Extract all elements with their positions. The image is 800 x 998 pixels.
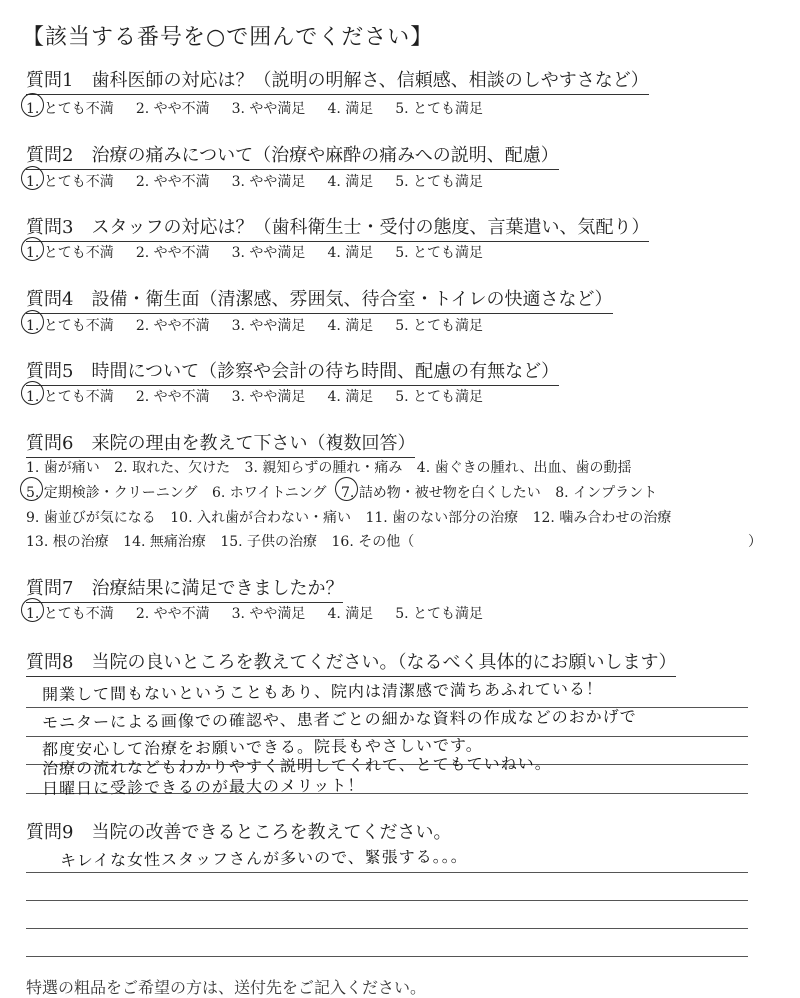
q8-answer-text: 開業して間もないということもあり、院内は清潔感で満ちあふれている！ (41, 679, 604, 704)
q6-reason-16[interactable]: 16. その他（ (331, 534, 415, 550)
question-7-options (26, 603, 505, 623)
q3-option-4[interactable]: 4. 満足 (327, 245, 374, 261)
q6-row-3 (26, 507, 681, 527)
q3-option-3[interactable]: 3. やや満足 (231, 245, 306, 261)
question-8-title: 質問8 当院の良いところを教えてください。（なるべく具体的にお願いします） (26, 648, 676, 677)
q6-reason-9[interactable]: 9. 歯並びが気になる (26, 510, 156, 526)
question-7-title: 質問7 治療結果に満足できましたか？ (26, 574, 343, 603)
q8-answer-text: 日曜日に受診できるのが最大のメリット！ (41, 775, 365, 798)
q5-option-2[interactable]: 2. やや不満 (135, 389, 210, 405)
q2-option-1[interactable]: 1. とても不満 (26, 171, 114, 191)
q2-option-3[interactable]: 3. やや満足 (231, 174, 306, 190)
q8-answer-text: 都度安心して治療をお願いできる。院長もやさしいです。 (41, 735, 483, 759)
q1-option-2[interactable]: 2. やや不満 (135, 101, 210, 117)
q2-option-5[interactable]: 5. とても満足 (395, 174, 484, 190)
question-1-title: 質問1 歯科医師の対応は？（説明の明解さ、信頼感、相談のしやすさなど） (26, 66, 649, 95)
q9-answer-line (26, 872, 748, 873)
q5-option-1[interactable]: 1. とても不満 (26, 386, 114, 406)
q5-option-5[interactable]: 5. とても満足 (395, 389, 484, 405)
question-9-title: 質問9 当院の改善できるところを教えてください。 (26, 822, 452, 843)
q7-option-4[interactable]: 4. 満足 (327, 606, 374, 622)
q9-answer-line (26, 928, 748, 929)
q6-row-1 (26, 457, 641, 477)
question-4-options (26, 315, 505, 335)
footer-note: 特選の粗品をご希望の方は、送付先をご記入ください。 (26, 978, 427, 997)
question-5-options (26, 386, 505, 406)
q3-option-1[interactable]: 1. とても不満 (26, 242, 114, 262)
q6-other-close-paren: ） (748, 534, 762, 550)
q7-option-3[interactable]: 3. やや満足 (231, 606, 306, 622)
q8-answer-text: モニターによる画像での確認や、患者ごとの細かな資料の作成などのおかげで (41, 706, 637, 732)
q6-reason-14[interactable]: 14. 無痛治療 (123, 534, 206, 550)
q6-reason-8[interactable]: 8. インプラント (555, 485, 658, 501)
q9-answer-line (26, 900, 748, 901)
q6-reason-15[interactable]: 15. 子供の治療 (220, 534, 318, 550)
q6-reason-1[interactable]: 1. 歯が痛い (26, 460, 100, 476)
q3-option-2[interactable]: 2. やや不満 (135, 245, 210, 261)
q6-reason-5[interactable]: 5. 定期検診・クリーニング (26, 482, 198, 502)
question-1-options (26, 98, 505, 118)
q4-option-2[interactable]: 2. やや不満 (135, 318, 210, 334)
question-6-title: 質問6 来院の理由を教えて下さい（複数回答） (26, 429, 415, 458)
question-3-options (26, 242, 505, 262)
q6-row-2 (26, 482, 667, 502)
q1-option-3[interactable]: 3. やや満足 (231, 101, 306, 117)
q4-option-3[interactable]: 3. やや満足 (231, 318, 306, 334)
q6-reason-10[interactable]: 10. 入れ歯が合わない・痛い (170, 510, 351, 526)
q7-option-2[interactable]: 2. やや不満 (135, 606, 210, 622)
page-header: 【該当する番号を○で囲んでください】 (22, 25, 434, 50)
question-2-title: 質問2 治療の痛みについて（治療や麻酔の痛みへの説明、配慮） (26, 141, 559, 170)
q5-option-4[interactable]: 4. 満足 (327, 389, 374, 405)
q9-answer-text: キレイな女性スタッフさんが多いので、緊張する。。。 (59, 846, 468, 870)
q2-option-4[interactable]: 4. 満足 (327, 174, 374, 190)
q3-option-5[interactable]: 5. とても満足 (395, 245, 484, 261)
q2-option-2[interactable]: 2. やや不満 (135, 174, 210, 190)
q6-reason-4[interactable]: 4. 歯ぐきの腫れ、出血、歯の動揺 (416, 460, 632, 476)
q6-reason-3[interactable]: 3. 親知らずの腫れ・痛み (244, 460, 403, 476)
q6-reason-7[interactable]: 7. 詰め物・被せ物を白くしたい (341, 482, 541, 502)
q6-reason-6[interactable]: 6. ホワイトニング (211, 485, 327, 501)
question-3-title: 質問3 スタッフの対応は？（歯科衛生士・受付の態度、言葉遣い、気配り） (26, 213, 649, 242)
q7-option-1[interactable]: 1. とても不満 (26, 603, 114, 623)
q5-option-3[interactable]: 3. やや満足 (231, 389, 306, 405)
question-5-title: 質問5 時間について（診察や会計の待ち時間、配慮の有無など） (26, 357, 559, 386)
q6-reason-2[interactable]: 2. 取れた、欠けた (114, 460, 231, 476)
q1-option-4[interactable]: 4. 満足 (327, 101, 374, 117)
q7-option-5[interactable]: 5. とても満足 (395, 606, 484, 622)
q4-option-5[interactable]: 5. とても満足 (395, 318, 484, 334)
q6-reason-12[interactable]: 12. 噛み合わせの治療 (532, 510, 672, 526)
q6-reason-13[interactable]: 13. 根の治療 (26, 534, 109, 550)
q9-answer-line (26, 956, 748, 957)
question-2-options (26, 171, 505, 191)
q4-option-4[interactable]: 4. 満足 (327, 318, 374, 334)
q6-row-4 (26, 531, 424, 551)
q8-answer-text: 治療の流れなどもわかりやすく説明してくれて、とてもていねい。 (41, 753, 552, 778)
q4-option-1[interactable]: 1. とても不満 (26, 315, 114, 335)
question-4-title: 質問4 設備・衛生面（清潔感、雰囲気、待合室・トイレの快適さなど） (26, 285, 613, 314)
q6-reason-11[interactable]: 11. 歯のない部分の治療 (365, 510, 519, 526)
q1-option-5[interactable]: 5. とても満足 (395, 101, 484, 117)
q1-option-1[interactable]: 1. とても不満 (26, 98, 114, 118)
